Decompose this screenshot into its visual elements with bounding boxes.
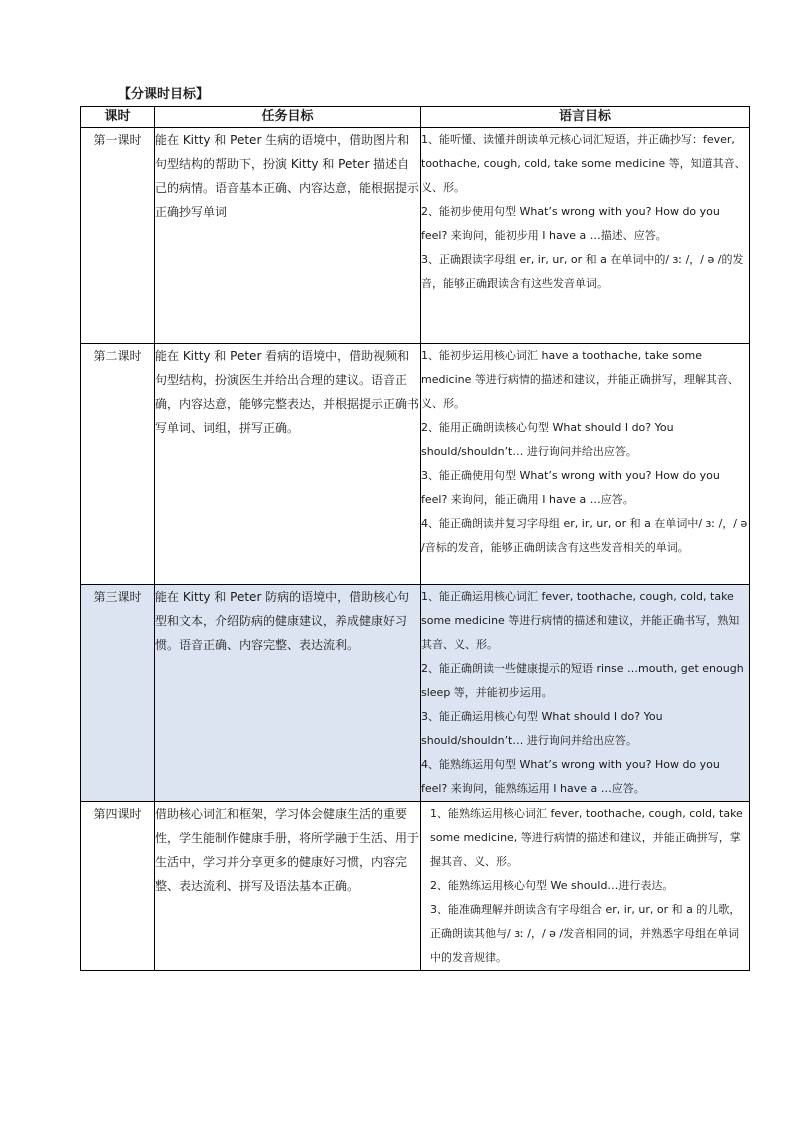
table-row (81, 802, 750, 971)
language-goal-item: 1、能正确运用核心词汇 fever, toothache, cough, cold, take some medicine 等进行病情的描述和建议，并能正确书写，熟知其音、义、形。 (421, 590, 740, 651)
language-goal-cell (421, 128, 750, 344)
language-goal-cell (421, 585, 750, 802)
header-language-goal: 语言目标 (421, 107, 750, 128)
language-goal-cell (421, 802, 750, 971)
header-task-goal: 任务目标 (155, 107, 421, 128)
task-goal-cell: 借助核心词汇和框架，学习体会健康生活的重要性，学生能制作健康手册，将所学融于生活、用于生活中，学习并分享更多的健康好习惯，内容完整、表达流利、拼写及语法基本正确。 (155, 802, 421, 971)
language-goal-item: 3、能正确运用核心句型 What should I do? You should/shouldn’t… 进行询问并给出应答。 (421, 710, 663, 747)
lesson-goals-table (80, 106, 750, 971)
language-goal-item: 2、能初步使用句型 What’s wrong with you? How do you feel? 来询问，能初步用 I have a …描述、应答。 (421, 205, 720, 242)
period-cell: 第三课时 (81, 585, 155, 802)
language-goal-cell (421, 344, 750, 585)
language-goal-item: 4、能熟练运用句型 What’s wrong with you? How do you feel? 来询问，能熟练运用 I have a …应答。 (421, 758, 720, 795)
task-goal-cell: 能在 Kitty 和 Peter 生病的语境中，借助图片和句型结构的帮助下，扮演 Kitty 和 Peter 描述自己的病情。语音基本正确、内容达意，能根据提示正确抄写单词 (155, 128, 421, 344)
task-goal-cell: 能在 Kitty 和 Peter 防病的语境中，借助核心句型和文本，介绍防病的健康建议，养成健康好习惯。语音正确、内容完整、表达流利。 (155, 585, 421, 802)
language-goal-item: 3、正确跟读字母组 er, ir, ur, or 和 a 在单词中的/ ɜː /，/ ə /的发音，能够正确跟读含有这些发音单词。 (421, 253, 744, 290)
language-goal-item: 4、能正确朗读并复习字母组 er, ir, ur, or 和 a 在单词中/ ɜː /，/ ə /音标的发音，能够正确朗读含有这些发音相关的单词。 (421, 517, 748, 554)
language-goal-item: 3、能正确使用句型 What’s wrong with you? How do you feel? 来询问，能正确用 I have a …应答。 (421, 469, 720, 506)
language-goal-item: 2、能用正确朗读核心句型 What should I do? You should/shouldn’t… 进行询问并给出应答。 (421, 421, 674, 458)
table-row-highlighted (81, 585, 750, 802)
table-row (81, 344, 750, 585)
section-heading: 【分课时目标】 (118, 87, 210, 102)
period-cell: 第一课时 (81, 128, 155, 344)
language-goal-item: 2、能正确朗读一些健康提示的短语 rinse …mouth, get enough sleep 等，并能初步运用。 (421, 662, 744, 699)
language-goal-item: 3、能准确理解并朗读含有字母组合 er, ir, ur, or 和 a 的儿歌，正确朗读其他与/ ɜː /，/ ə /发音相同的词，并熟悉字母组在单词中的发音规律。 (430, 903, 741, 964)
table-header-row (81, 107, 750, 128)
task-goal-cell: 能在 Kitty 和 Peter 看病的语境中，借助视频和句型结构，扮演医生并给出合理的建议。语音正确，内容达意，能够完整表达，并根据提示正确书写单词、词组，拼写正确。 (155, 344, 421, 585)
period-cell: 第二课时 (81, 344, 155, 585)
language-goal-item: 1、能听懂、读懂并朗读单元核心词汇短语，并正确抄写：fever, toothache, cough, cold, take some medicine 等，知道其音、义、形。 (421, 133, 746, 194)
language-goal-item: 2、能熟练运用核心句型 We should…进行表达。 (430, 879, 674, 892)
language-goal-item: 1、能初步运用核心词汇 have a toothache, take some medicine 等进行病情的描述和建议，并能正确拼写，理解其音、义、形。 (421, 349, 739, 410)
language-goal-item: 1、能熟练运用核心词汇 fever, toothache, cough, cold, take some medicine, 等进行病情的描述和建议，并能正确拼写，掌握其音、义、形。 (430, 807, 743, 868)
period-cell: 第四课时 (81, 802, 155, 971)
header-period: 课时 (81, 107, 155, 128)
table-row (81, 128, 750, 344)
